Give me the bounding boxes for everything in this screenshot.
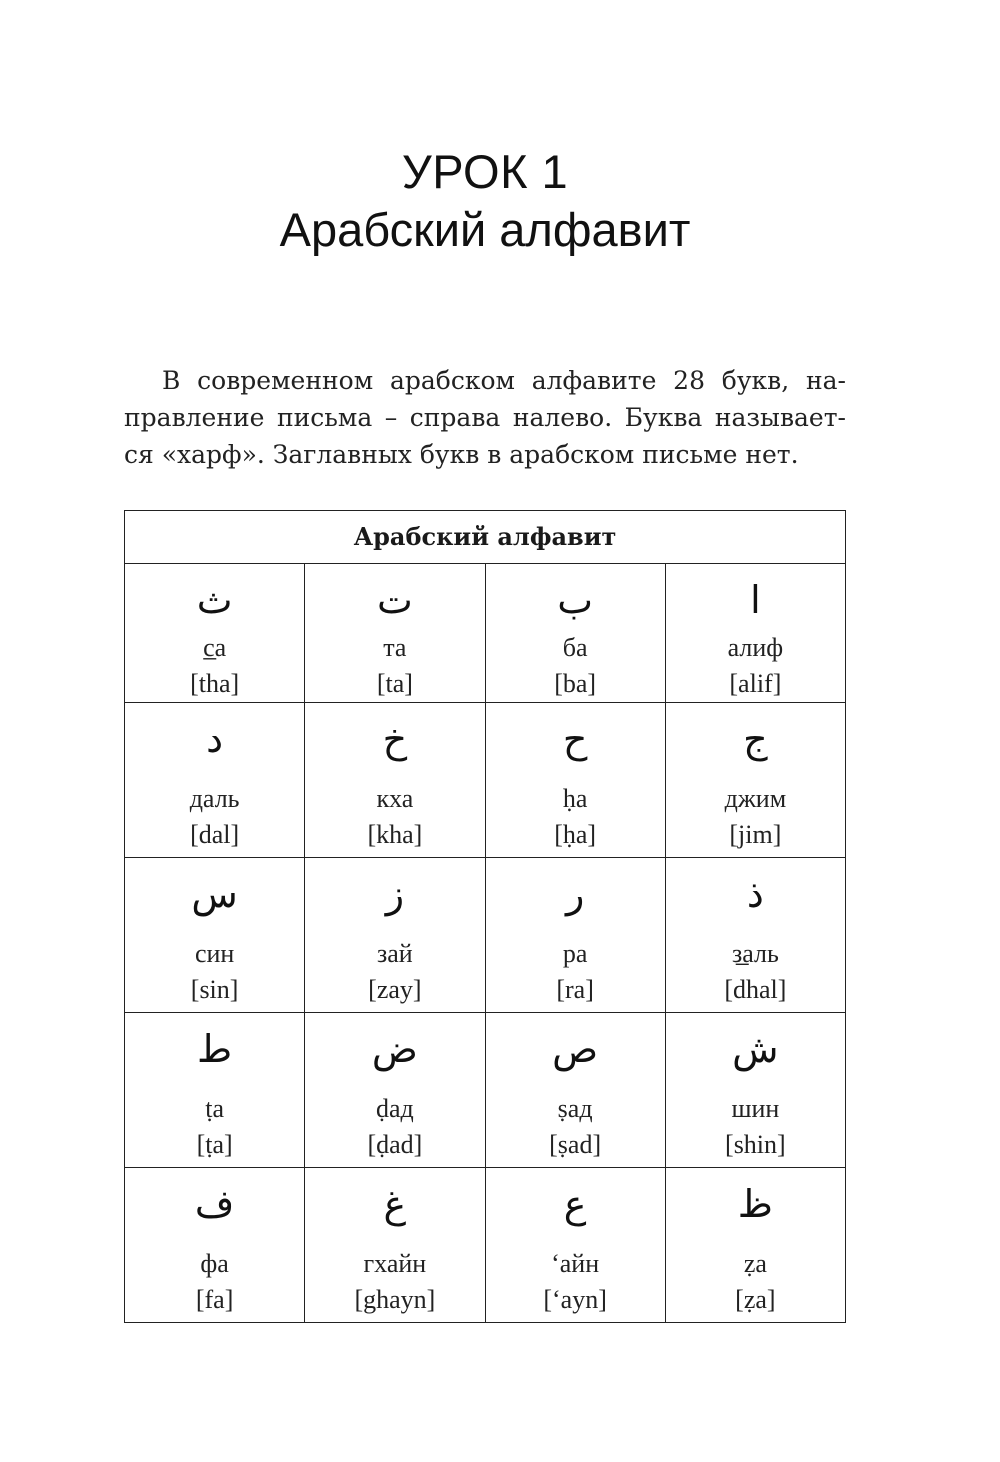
arabic-letter: ا (750, 578, 761, 622)
letter-cell (665, 703, 845, 858)
table-caption: Арабский алфавит (125, 511, 846, 564)
letter-cell (125, 858, 305, 1013)
arabic-letter: ض (371, 1027, 418, 1071)
arabic-letter: س (191, 872, 238, 916)
arabic-letter: خ (382, 717, 408, 761)
letter-cell (125, 1013, 305, 1168)
table-row (125, 564, 846, 703)
letter-name: та (383, 633, 407, 662)
letter-transliteration: [shin] (725, 1130, 786, 1159)
intro-line: ся «харф». Заглавных букв в арабском письме нет. (124, 440, 799, 469)
arabic-letter: ت (376, 578, 413, 622)
letter-transliteration: [fa] (195, 1285, 234, 1314)
letter-cell (305, 1013, 485, 1168)
letter-name: син (194, 939, 235, 968)
letter-cell (125, 1168, 305, 1323)
letter-transliteration: [ra] (556, 975, 594, 1004)
letter-cell (665, 858, 845, 1013)
table-row (125, 1013, 846, 1168)
letter-name: c̲а (203, 633, 227, 662)
arabic-letter: ج (743, 717, 768, 761)
letter-cell (485, 703, 665, 858)
letter-name: ḍад (375, 1094, 414, 1123)
letter-transliteration: [ḥa] (554, 820, 597, 849)
table-row (125, 1168, 846, 1323)
letter-cell (305, 703, 485, 858)
arabic-letter: ز (385, 872, 405, 916)
letter-name: ра (562, 939, 588, 968)
letter-name: джим (724, 784, 787, 813)
table-row (125, 703, 846, 858)
letter-name: гхайн (363, 1249, 427, 1278)
letter-transliteration: [ʻayn] (543, 1285, 607, 1314)
letter-cell (305, 1168, 485, 1323)
letter-transliteration: [ba] (554, 669, 597, 698)
lesson-number: УРОК 1 (401, 145, 569, 198)
table-row (125, 858, 846, 1013)
intro-paragraph (124, 362, 846, 473)
letter-name: шин (731, 1094, 780, 1123)
letter-transliteration: [ghayn] (354, 1285, 436, 1314)
letter-name: даль (189, 784, 240, 813)
letter-cell (305, 858, 485, 1013)
intro-line: правление письма – справа налево. Буква называет- (124, 403, 846, 432)
arabic-letter: ذ (746, 872, 764, 916)
lesson-title: Арабский алфавит (279, 203, 691, 256)
arabic-letter: ث (196, 578, 233, 622)
letter-name: кха (376, 784, 414, 813)
letter-cell (125, 703, 305, 858)
letter-cell (485, 1013, 665, 1168)
arabic-letter: ط (197, 1027, 233, 1071)
arabic-letter: غ (383, 1182, 407, 1226)
arabic-letter: ص (552, 1027, 599, 1071)
letter-name: зай (377, 939, 413, 968)
letter-cell (485, 564, 665, 703)
arabic-letter: ب (557, 578, 594, 622)
letter-name: ẓа (743, 1249, 767, 1278)
letter-cell (305, 564, 485, 703)
arabic-letter: ر (565, 872, 585, 916)
letter-transliteration: [ẓa] (735, 1285, 776, 1314)
letter-transliteration: [zay] (368, 975, 422, 1004)
letter-transliteration: [dhal] (724, 975, 787, 1004)
letter-name: фа (200, 1249, 229, 1278)
arabic-letter: ظ (737, 1182, 773, 1226)
letter-name: з̲аль (731, 939, 779, 968)
letter-transliteration: [ḍad] (367, 1130, 423, 1159)
alphabet-table (124, 510, 846, 1323)
intro-line: В современном арабском алфавите 28 букв, на- (162, 366, 846, 395)
letter-cell (485, 1168, 665, 1323)
letter-name: ʻайн (551, 1249, 600, 1278)
letter-transliteration: [sin] (190, 975, 239, 1004)
letter-transliteration: [ṭa] (196, 1130, 233, 1159)
letter-transliteration: [jim] (729, 820, 782, 849)
arabic-letter: ح (562, 717, 588, 761)
letter-cell (125, 564, 305, 703)
letter-name: ṣад (557, 1094, 593, 1123)
letter-name: алиф (727, 633, 784, 662)
letter-transliteration: [ta] (376, 669, 413, 698)
letter-transliteration: [dal] (190, 820, 240, 849)
page-heading (0, 143, 1000, 259)
letter-cell (485, 858, 665, 1013)
letter-cell (665, 1168, 845, 1323)
letter-name: ḥа (562, 784, 588, 813)
letter-transliteration: [ṣad] (549, 1130, 602, 1159)
letter-cell (665, 564, 845, 703)
letter-transliteration: [tha] (190, 669, 240, 698)
letter-transliteration: [kha] (367, 820, 423, 849)
arabic-letter: د (206, 717, 224, 761)
letter-cell (665, 1013, 845, 1168)
letter-name: ба (562, 633, 588, 662)
arabic-letter: ع (563, 1182, 587, 1226)
letter-name: ṭа (205, 1094, 224, 1123)
arabic-letter: ش (732, 1027, 779, 1071)
arabic-letter: ف (194, 1182, 235, 1226)
letter-transliteration: [alif] (729, 669, 782, 698)
